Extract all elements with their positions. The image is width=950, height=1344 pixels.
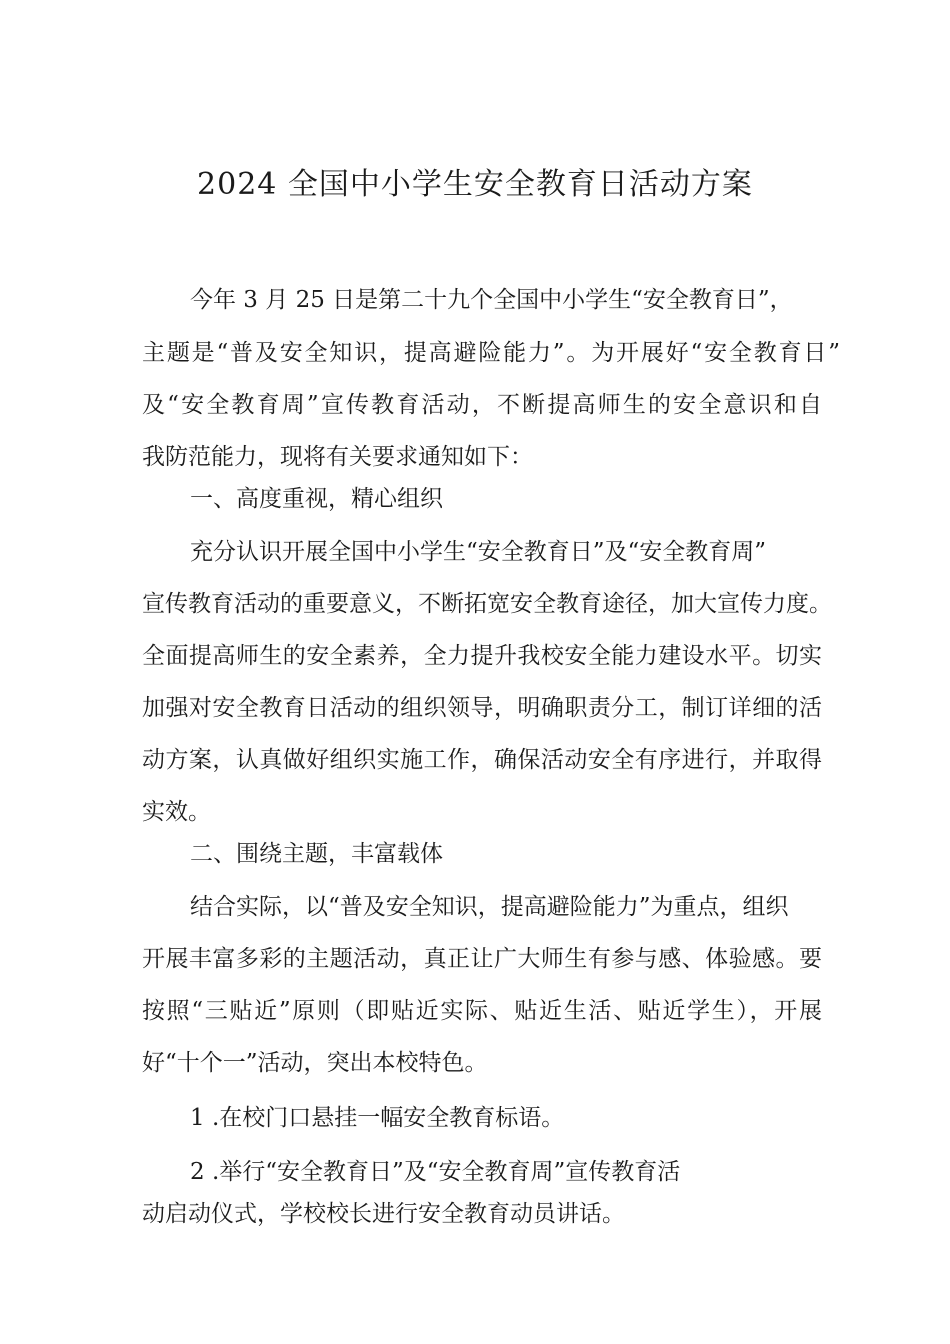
document-title: 2024 全国中小学生安全教育日活动方案 [197,167,753,202]
section-heading: 一、高度重视，精心组织 [190,486,443,512]
paragraph-line: 及“安全教育周”宣传教育活动，不断提高师生的安全意识和自 [142,392,822,418]
paragraph-line: 开展丰富多彩的主题活动，真正让广大师生有参与感、体验感。要 [142,946,822,972]
paragraph-line: 充分认识开展全国中小学生“安全教育日”及“安全教育周” [190,539,767,565]
paragraph-line: 主题是“普及安全知识，提高避险能力”。为开展好“安全教育日” [142,340,840,366]
list-item: 2 .举行“安全教育日”及“安全教育周”宣传教育活 [190,1159,681,1185]
paragraph-line: 实效。 [142,799,211,825]
paragraph-line: 动方案，认真做好组织实施工作，确保活动安全有序进行，并取得 [142,747,822,773]
list-item: 1 .在校门口悬挂一幅安全教育标语。 [190,1105,565,1131]
paragraph-line: 按照“三贴近”原则（即贴近实际、贴近生活、贴近学生），开展 [142,998,822,1024]
paragraph-line: 好“十个一”活动，突出本校特色。 [142,1050,488,1076]
section-heading: 二、围绕主题，丰富载体 [190,841,443,867]
paragraph-line: 全面提高师生的安全素养，全力提升我校安全能力建设水平。切实 [142,643,822,669]
paragraph-line: 加强对安全教育日活动的组织领导，明确职责分工，制订详细的活 [142,695,822,721]
paragraph-line: 今年 3 月 25 日是第二十九个全国中小学生“安全教育日”， [190,287,793,313]
paragraph-line: 宣传教育活动的重要意义，不断拓宽安全教育途径，加大宣传力度。 [142,591,832,617]
list-item: 动启动仪式，学校校长进行安全教育动员讲话。 [142,1201,625,1227]
paragraph-line: 我防范能力，现将有关要求通知如下： [142,444,533,470]
paragraph-line: 结合实际，以“普及安全知识，提高避险能力”为重点，组织 [190,894,789,920]
